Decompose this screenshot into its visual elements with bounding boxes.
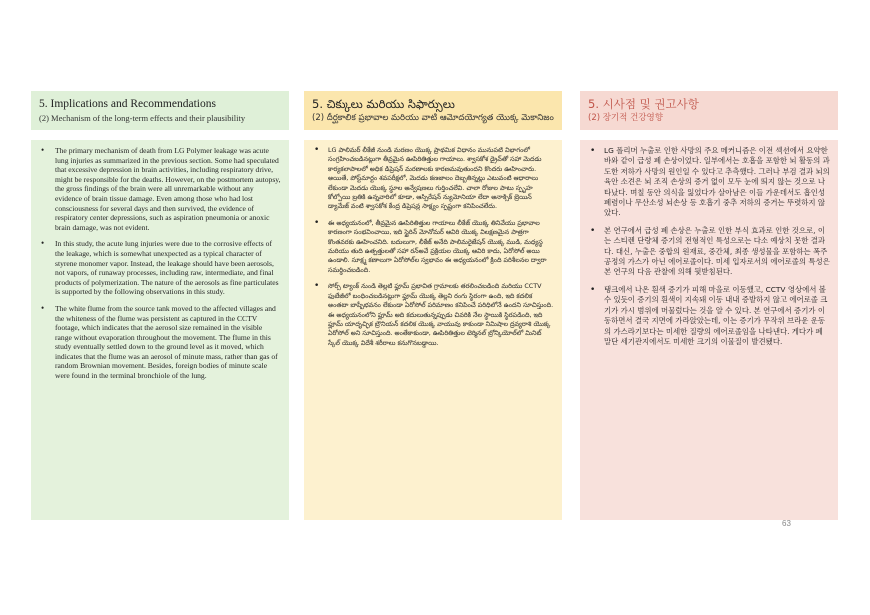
section-subtitle: (2) 장기적 건강영향 xyxy=(588,113,663,123)
section-header xyxy=(304,90,562,130)
section-body xyxy=(31,140,289,520)
page-number: 63 xyxy=(782,519,791,528)
section-header xyxy=(31,90,289,130)
column-english xyxy=(31,90,289,381)
column-telugu xyxy=(304,90,562,347)
bullet-item: • LG పాలిమర్ లీకేజీ నుండి మరణం యొక్క ప్రాథమిక విధానం మునుపటి విభాగంలో సంగ్రహించబడినట్లుగా తీవ్రమైన ఊపిరితిత్తుల గాయాలు. శ్వాసకోశ డ్రైవ్‌తో సహా మెదడు కార్యకలాపాలలో అధిక డిప్రెషన్ మరణాలకు కారణమవుతుందని కొందరు ఊహించారు. అయితే, పోస్ట్‌మార్టం శవపరీక్షలో, మెదడు కణజాలం దెబ్బతిన్నట్లు ఎటువంటి ఆధారాలు లేకుండా మెదడు యొక్క స్థూల అన్వేషణలు గుర్తించలేవి. చాలా రోజుల పాటు స్పృహ కోల్పోయి బ్రతికి ఉన్నవారిలో కూడా, ఆస్పిరేషన్ న్యుమోనియా లేదా అనాక్సిక్ బ్రెయిన్ డ్యామేజ్ వంటి శ్వాసకోశ కేంద్ర డిప్రెషన్ల సాక్ష్యం స్పష్టంగా కనిపించలేదు. xyxy=(310,146,554,212)
section-header xyxy=(580,90,838,130)
section-body xyxy=(304,140,562,520)
section-title: 5. Implications and Recommendations xyxy=(39,98,216,110)
bullet-item: • The white flume from the source tank moved to the affected villages and the whiteness of the flume was persistent as captured in the CCTV footage, which indicates that the aerosol size remained in the visible range without evaporation throughout the movement. The flume in this study eventually settled down to the ground level as it moved, which indicates that the flume was an aerosol of minute mass, rather than gas of random Brownian movement. Besides, foreign bodies of minute scale were found in the terminal bronchiole of the lung. xyxy=(37,304,281,381)
section-subtitle: (2) దీర్ఘకాలిక ప్రభావాల మరియు వాటి ఆమోదయోగ్యత యొక్క మెకానిజం xyxy=(312,113,554,123)
section-title: 5. చిక్కులు మరియు సిఫార్సులు xyxy=(312,97,455,111)
bullet-item: • 본 연구에서 급성 폐 손상은 누출로 인한 부식 효과로 인한 것으로, 이는 스티렌 단량체 증기의 전형적인 특성으로는 다소 예상치 못한 결과다. 대신, 누출은 중합의 원재료, 중간체, 최종 생성물을 포함하는 폭주 공정의 가스가 아닌 에어로졸이다. 미세 입자로서의 에어로졸의 특성은 본 연구의 다음 관찰에 의해 뒷받침된다. xyxy=(586,226,830,278)
column-korean xyxy=(580,90,838,346)
bullet-item: • The primary mechanism of death from LG Polymer leakage was acute lung injuries as summarized in the previous section. Some had speculated that excessive depression in brain activities, including respiratory drive, might be responsible for the deaths. However, on the postmortem autopsy, the gross findings of the brain were all unremarkable without any evidence of brain tissue damage. Even among those who had lost consciousness for several days and then survived, the evidence of respiratory center depressions, such as aspiration pneumonia or anoxic brain damage, was not evident. xyxy=(37,146,281,232)
bullet-item: • In this study, the acute lung injuries were due to the corrosive effects of the leakage, which is somewhat unexpected as a typical character of styrene monomer vapor. Instead, the leakage should have been aerosols, not vapors, of runaway processes, including raw, intermediate, and final products of polymerization. The nature of the aerosols as fine particulates is supported by the following observations in this study. xyxy=(37,239,281,297)
bullet-list xyxy=(586,146,830,347)
section-subtitle: (2) Mechanism of the long-term effects and their plausibility xyxy=(39,113,246,123)
section-body xyxy=(580,140,838,520)
bullet-list xyxy=(310,146,554,348)
bullet-list xyxy=(37,146,281,381)
section-title: 5. 시사점 및 권고사항 xyxy=(588,97,699,111)
bullet-item: • LG 폴리머 누출로 인한 사망의 주요 메커니즘은 이전 섹션에서 요약한 바와 같이 급성 폐 손상이었다. 일부에서는 호흡을 포함한 뇌 활동의 과도한 저하가 사망의 원인일 수 있다고 추측했다. 그러나 부검 결과 뇌의 육안 소견은 뇌 조직 손상의 증거 없이 모두 눈에 띄지 않는 것으로 나타났다. 며칠 동안 의식을 잃었다가 살아남은 이들 가운데서도 흡인성 폐렴이나 무산소성 뇌손상 등 호흡기 중추 저하의 증거는 뚜렷하지 않았다. xyxy=(586,146,830,219)
bullet-item: • ఈ అధ్యయనంలో, తీవ్రమైన ఊపిరితిత్తుల గాయాలు లీకేజ్ యొక్క తినివేయు ప్రభావాల కారణంగా సంభవించాయి, ఇది స్టైరిన్ మోనోమర్ ఆవిరి యొక్క విలక్షణమైన పాత్రగా కొంతవరకు ఊహించనిది. బదులుగా, లీకేజ్ అనేది పాలిమరైజేషన్ యొక్క ముడి, మధ్యస్థ మరియు తుది ఉత్పత్తులతో సహా రన్‌అవే ప్రక్రియల యొక్క ఆవిరి కాదు, ఏరోసోల్ అయి ఉండాలి. సూక్ష్మ కణాలుగా ఏరోసోల్‌ల స్వభావం ఈ అధ్యయనంలో క్రింది పరిశీలనల ద్వారా సమర్థించబడింది. xyxy=(310,219,554,275)
bullet-item: • 탱크에서 나온 흰색 증기가 피해 마을로 이동했고, CCTV 영상에서 볼 수 있듯이 증기의 흰색이 지속돼 이동 내내 증발하지 않고 에어로졸 크기가 가시 범위에 머물렀다는 것을 알 수 있다. 본 연구에서 증기가 이동하면서 결국 지면에 가라앉았는데, 이는 증기가 무작위 브라운 운동의 가스라기보다는 미세한 질량의 에어로졸임을 나타낸다. 게다가 폐 말단 세기관지에서도 미세한 크기의 이물질이 발견됐다. xyxy=(586,285,830,347)
bullet-item: • సోర్స్ ట్యాంక్ నుండి తెల్లటి ఫ్లూమ్ ప్రభావిత గ్రామాలకు తరలించబడింది మరియు CCTV ఫుటేజీలో బంధించబడినట్లుగా ఫ్లూమ్ యొక్క తెల్లని రంగు స్థిరంగా ఉంది, ఇది కదలిక అంతటా బాష్పీభవనం లేకుండా ఏరోసోల్ పరిమాణం కనిపించే పరిధిలోనే ఉందని సూచిస్తుంది. ఈ అధ్యయనంలోని ఫ్లూమ్ అది కదులుతున్నప్పుడు చివరికి నేల స్థాయికి స్థిరపడింది, ఇది ఫ్లూమ్ యాదృచ్ఛిక బ్రౌనియన్ కదలిక యొక్క వాయువు కాకుండా నిమిషాల ద్రవ్యరాశి యొక్క ఏరోసోల్ అని సూచిస్తుంది. అంతేకాకుండా, ఊపిరితిత్తుల టెర్మినల్ బ్రోన్కియోల్‌లో మినిట్ స్కేల్ యొక్క విదేశీ శరీరాలు కనుగొనబడ్డాయి. xyxy=(310,282,554,348)
